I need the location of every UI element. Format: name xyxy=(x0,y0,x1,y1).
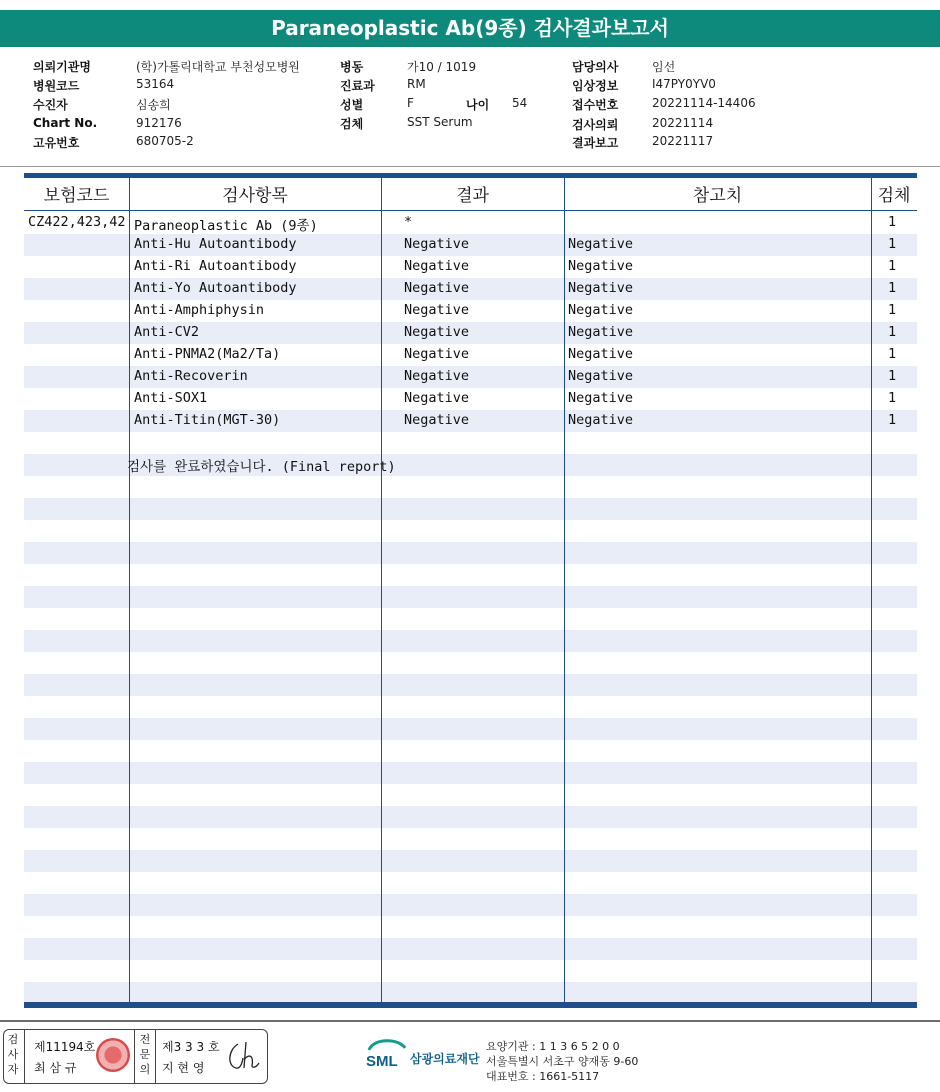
row-stripe xyxy=(24,850,917,872)
info-label: 검체 xyxy=(340,117,364,131)
row-stripe xyxy=(24,938,917,960)
cell-specimen: 1 xyxy=(888,390,897,406)
cell-result: Negative xyxy=(404,324,470,340)
info-value: 20221114-14406 xyxy=(652,96,756,110)
cell-reference: Negative xyxy=(568,324,634,340)
info-value: 20221117 xyxy=(652,134,714,148)
age-value: 54 xyxy=(512,96,528,110)
info-label: 성별 xyxy=(340,98,364,112)
cell-specimen: 1 xyxy=(888,236,897,252)
cell-specimen: 1 xyxy=(888,412,897,428)
info-label: Chart No. xyxy=(33,116,98,130)
info-label: 결과보고 xyxy=(572,136,619,150)
signature-icon xyxy=(224,1038,262,1074)
table-bottom-border xyxy=(24,1002,917,1008)
info-divider xyxy=(0,166,940,167)
cell-test-item: Anti-Recoverin xyxy=(134,368,248,384)
row-stripe xyxy=(24,586,917,608)
logo-text: 삼광의료재단 xyxy=(410,1052,480,1066)
info-value: F xyxy=(407,96,414,110)
cell-test-item: Anti-Titin(MGT-30) xyxy=(134,412,281,428)
inspector-label: 검 사 자 xyxy=(7,1033,19,1076)
info-value: 680705-2 xyxy=(136,134,194,148)
cell-specimen: 1 xyxy=(888,346,897,362)
cell-test-item: Anti-Yo Autoantibody xyxy=(134,280,297,296)
column-divider xyxy=(564,178,565,1002)
info-label: 고유번호 xyxy=(33,136,80,150)
final-report-note: 검사를 완료하였습니다. (Final report) xyxy=(127,459,396,475)
inspector-license: 제11194호 xyxy=(34,1040,96,1054)
cell-specimen: 1 xyxy=(888,214,897,230)
info-label: 병동 xyxy=(340,60,364,74)
info-label: 담당의사 xyxy=(572,60,619,74)
results-table xyxy=(24,173,917,1008)
info-label: 병원코드 xyxy=(33,79,80,93)
cell-test-item: Anti-Amphiphysin xyxy=(134,302,265,318)
cell-insurance-code: CZ422,423,42 xyxy=(28,214,126,230)
cell-reference: Negative xyxy=(568,258,634,274)
cell-reference: Negative xyxy=(568,390,634,406)
column-divider xyxy=(381,178,382,1002)
specialist-license: 제3 3 3 호 xyxy=(162,1040,220,1054)
header-result: 결과 xyxy=(456,186,489,206)
info-value: RM xyxy=(407,77,426,91)
row-stripe xyxy=(24,718,917,740)
patient-info-section xyxy=(0,56,940,166)
header-specimen: 검체 xyxy=(877,186,911,206)
header-reference: 참고치 xyxy=(692,186,743,206)
cell-result: Negative xyxy=(404,368,470,384)
row-stripe xyxy=(24,674,917,696)
cell-test-item: Anti-SOX1 xyxy=(134,390,208,406)
info-value: 임선 xyxy=(652,60,676,74)
cell-specimen: 1 xyxy=(888,280,897,296)
header-divider xyxy=(24,210,917,211)
cell-test-item: Anti-Ri Autoantibody xyxy=(134,258,297,274)
column-divider xyxy=(129,178,130,1002)
info-value: 912176 xyxy=(136,116,182,130)
info-value: 심송희 xyxy=(136,98,171,112)
cell-result: Negative xyxy=(404,346,470,362)
cell-result: Negative xyxy=(404,412,470,428)
cell-specimen: 1 xyxy=(888,324,897,340)
logo-mark: SML xyxy=(366,1053,398,1070)
address: 서울특별시 서초구 양재동 9-60 xyxy=(486,1055,639,1068)
cell-test-item: Paraneoplastic Ab (9종) xyxy=(134,218,318,234)
cell-result: Negative xyxy=(404,258,470,274)
cell-reference: Negative xyxy=(568,236,634,252)
footer xyxy=(0,1020,940,1092)
cell-reference: Negative xyxy=(568,302,634,318)
info-value: SST Serum xyxy=(407,115,473,129)
info-value: 20221114 xyxy=(652,116,714,130)
phone-number: 대표번호 : 1661-5117 xyxy=(486,1070,600,1083)
seal-stamp-icon xyxy=(96,1038,130,1072)
row-stripe xyxy=(24,894,917,916)
header-test-item: 검사항목 xyxy=(222,186,288,206)
table-top-border xyxy=(24,173,917,178)
cell-test-item: Anti-PNMA2(Ma2/Ta) xyxy=(134,346,281,362)
row-stripe xyxy=(24,498,917,520)
cell-reference: Negative xyxy=(568,346,634,362)
sign-divider xyxy=(155,1030,156,1083)
cell-reference: Negative xyxy=(568,368,634,384)
column-divider xyxy=(871,178,872,1002)
row-stripe xyxy=(24,806,917,828)
cell-result: Negative xyxy=(404,390,470,406)
row-stripe xyxy=(24,542,917,564)
info-label: 임상정보 xyxy=(572,79,619,93)
info-value: I47PY0YV0 xyxy=(652,77,716,91)
cell-reference: Negative xyxy=(568,412,634,428)
info-value: (학)가톨릭대학교 부천성모병원 xyxy=(136,60,300,74)
cell-specimen: 1 xyxy=(888,302,897,318)
header-insurance-code: 보험코드 xyxy=(43,186,110,206)
provider-number: 요양기관 : 1 1 3 6 5 2 0 0 xyxy=(486,1040,620,1053)
sign-divider xyxy=(134,1030,135,1083)
age-label: 나이 xyxy=(466,98,490,112)
cell-reference: Negative xyxy=(568,280,634,296)
info-label: 진료과 xyxy=(340,79,375,93)
specialist-label: 전 문 의 xyxy=(139,1033,151,1076)
cell-specimen: 1 xyxy=(888,368,897,384)
sign-divider xyxy=(24,1030,25,1083)
info-label: 수진자 xyxy=(33,98,68,112)
info-label: 의뢰기관명 xyxy=(33,60,91,74)
cell-test-item: Anti-Hu Autoantibody xyxy=(134,236,297,252)
inspector-name: 최 삼 규 xyxy=(34,1061,77,1075)
info-label: 접수번호 xyxy=(572,98,619,112)
info-value: 53164 xyxy=(136,77,175,91)
cell-result: Negative xyxy=(404,302,470,318)
signature-box xyxy=(3,1029,268,1084)
sml-logo-icon xyxy=(365,1036,409,1070)
report-title: Paraneoplastic Ab(9종) 검사결과보고서 xyxy=(0,10,940,47)
cell-specimen: 1 xyxy=(888,258,897,274)
cell-result: Negative xyxy=(404,280,470,296)
row-stripe xyxy=(24,630,917,652)
info-value: 가10 / 1019 xyxy=(407,60,477,74)
specialist-name: 지 현 영 xyxy=(162,1061,205,1075)
cell-result: * xyxy=(404,214,413,230)
row-stripe xyxy=(24,762,917,784)
cell-test-item: Anti-CV2 xyxy=(134,324,200,340)
row-stripe xyxy=(24,982,917,1004)
info-label: 검사의뢰 xyxy=(572,118,619,132)
cell-result: Negative xyxy=(404,236,470,252)
